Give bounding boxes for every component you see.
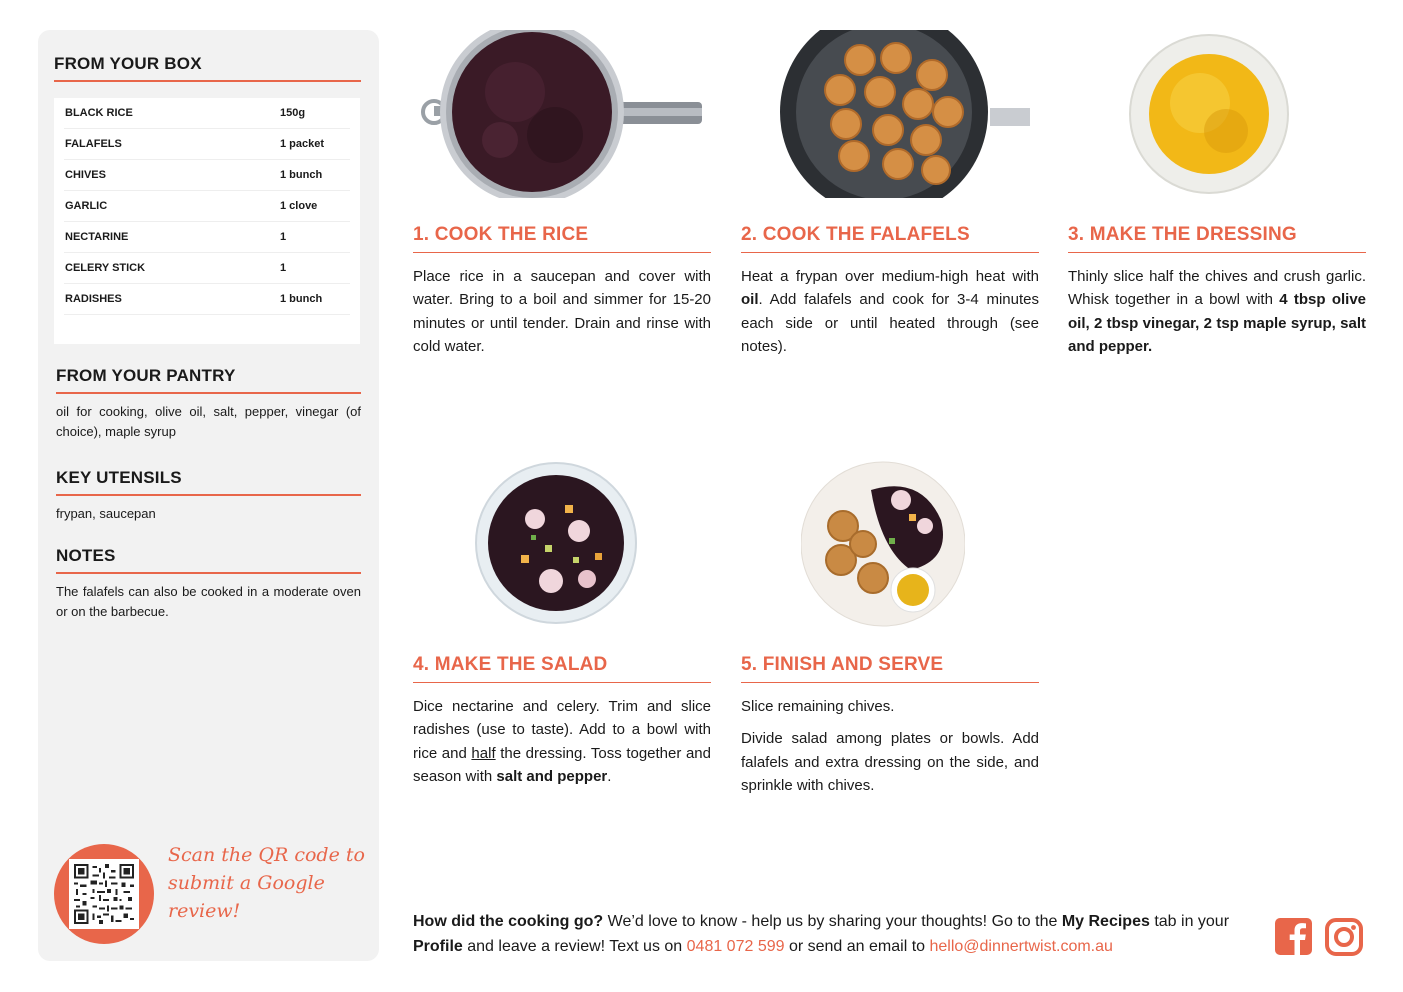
rice-saucepan-photo — [420, 30, 702, 198]
qr-caption — [168, 841, 368, 925]
pantry-section — [54, 366, 361, 442]
ingredient-qty: 1 — [280, 231, 287, 243]
notes-heading: NOTES — [56, 546, 361, 574]
qr-caption-line: submit a Google review! — [168, 872, 325, 922]
ingredient-name: BLACK RICE — [65, 107, 133, 119]
qr-code-icon[interactable] — [69, 859, 139, 929]
pantry-text: oil for cooking, olive oil, salt, pepper, vinegar (of choice), maple syrup — [56, 404, 361, 439]
salad-bowl-photo — [475, 461, 637, 625]
footer-text: We’d love to know - help us by sharing your thoughts! Go to the — [603, 913, 1062, 930]
step-title: 4. MAKE THE SALAD — [413, 654, 711, 683]
step-body — [413, 695, 711, 788]
step-body — [1068, 265, 1366, 358]
ingredient-name: CHIVES — [65, 169, 106, 181]
ingredient-qty: 1 bunch — [280, 293, 323, 305]
plated-dish-photo — [801, 460, 965, 628]
ingredient-qty: 1 — [280, 262, 287, 274]
pantry-heading: FROM YOUR PANTRY — [56, 366, 361, 394]
table-row — [64, 98, 350, 129]
qr-badge[interactable] — [54, 844, 154, 944]
dressing-bowl-photo — [1128, 33, 1290, 195]
step-text: . — [607, 767, 612, 785]
utensils-heading: KEY UTENSILS — [56, 468, 361, 496]
step-5 — [741, 654, 1039, 797]
step-body — [741, 265, 1039, 358]
step-4 — [413, 654, 711, 788]
footer-text: or send an email to — [784, 938, 930, 955]
footer-question: How did the cooking go? — [413, 913, 604, 930]
notes-text: The falafels can also be cooked in a moderate oven or on the barbecue. — [56, 584, 361, 619]
box-ingredients-table — [54, 98, 360, 344]
ingredient-qty: 1 clove — [280, 200, 318, 212]
step-text: Thinly slice half the chives and crush garlic. Whisk together in a bowl with — [1068, 268, 1366, 309]
step-title: 5. FINISH AND SERVE — [741, 654, 1039, 683]
step-text: Divide salad among plates or bowls. Add falafels and extra dressing on the side, and sprinkle with chives. — [741, 730, 1039, 794]
ingredient-name: FALAFELS — [65, 138, 122, 150]
step-text: Place rice in a saucepan and cover with water. Bring to a boil and simmer for 15-20 minutes or until tender. Drain and rinse with cold water. — [413, 268, 711, 355]
table-row — [64, 284, 350, 315]
table-row — [64, 191, 350, 222]
step-bold-text: salt and pepper — [496, 767, 608, 785]
step-text: the dressing. Toss together and season with — [413, 744, 711, 785]
ingredient-name: CELERY STICK — [65, 262, 146, 274]
ingredient-name: NECTARINE — [65, 231, 129, 243]
step-bold-text: 4 tbsp olive oil, 2 tbsp vinegar, 2 tsp maple syrup, salt and pepper. — [1068, 291, 1367, 355]
ingredient-name: RADISHES — [65, 293, 122, 305]
table-row — [64, 129, 350, 160]
ingredient-qty: 1 bunch — [280, 169, 323, 181]
footer-text: tab in your — [1149, 913, 1230, 930]
falafels-frypan-photo — [776, 30, 1032, 198]
utensils-text: frypan, saucepan — [56, 506, 156, 521]
step-underlined-text: half — [471, 744, 496, 762]
ingredient-qty: 150g — [280, 107, 306, 119]
step-text: . Add falafels and cook for 3-4 minutes each side or until heated through (see notes). — [741, 291, 1039, 355]
step-text: Dice nectarine and celery. Trim and slice radishes (use to taste). Add to a bowl with rice and — [413, 698, 711, 762]
qr-caption-line: Scan the QR code to — [168, 844, 365, 866]
table-row — [64, 253, 350, 284]
utensils-section — [54, 468, 361, 524]
facebook-icon[interactable] — [1275, 918, 1312, 955]
step-title: 1. COOK THE RICE — [413, 224, 711, 253]
step-bold-text: oil — [741, 291, 759, 309]
footer-profile: Profile — [413, 938, 463, 955]
phone-link[interactable]: 0481 072 599 — [686, 938, 785, 955]
email-link[interactable]: hello@dinnertwist.com.au — [929, 938, 1113, 955]
footer-my-recipes: My Recipes — [1061, 913, 1150, 930]
instagram-icon[interactable] — [1325, 918, 1363, 956]
ingredients-sidebar — [38, 30, 379, 961]
step-3 — [1068, 224, 1366, 358]
review-footer — [413, 909, 1263, 959]
step-title: 3. MAKE THE DRESSING — [1068, 224, 1366, 253]
step-body — [413, 265, 711, 358]
from-your-box-heading: FROM YOUR BOX — [54, 54, 361, 82]
notes-section — [54, 546, 361, 622]
table-row — [64, 222, 350, 253]
step-text: Slice remaining chives. — [741, 698, 895, 715]
step-text: Heat a frypan over medium-high heat with — [741, 268, 1039, 285]
step-body — [741, 695, 1039, 797]
footer-text: and leave a review! Text us on — [462, 938, 687, 955]
ingredient-name: GARLIC — [65, 200, 108, 212]
step-2 — [741, 224, 1039, 358]
ingredient-qty: 1 packet — [280, 138, 325, 150]
table-row — [64, 160, 350, 191]
step-1 — [413, 224, 711, 358]
step-title: 2. COOK THE FALAFELS — [741, 224, 1039, 253]
